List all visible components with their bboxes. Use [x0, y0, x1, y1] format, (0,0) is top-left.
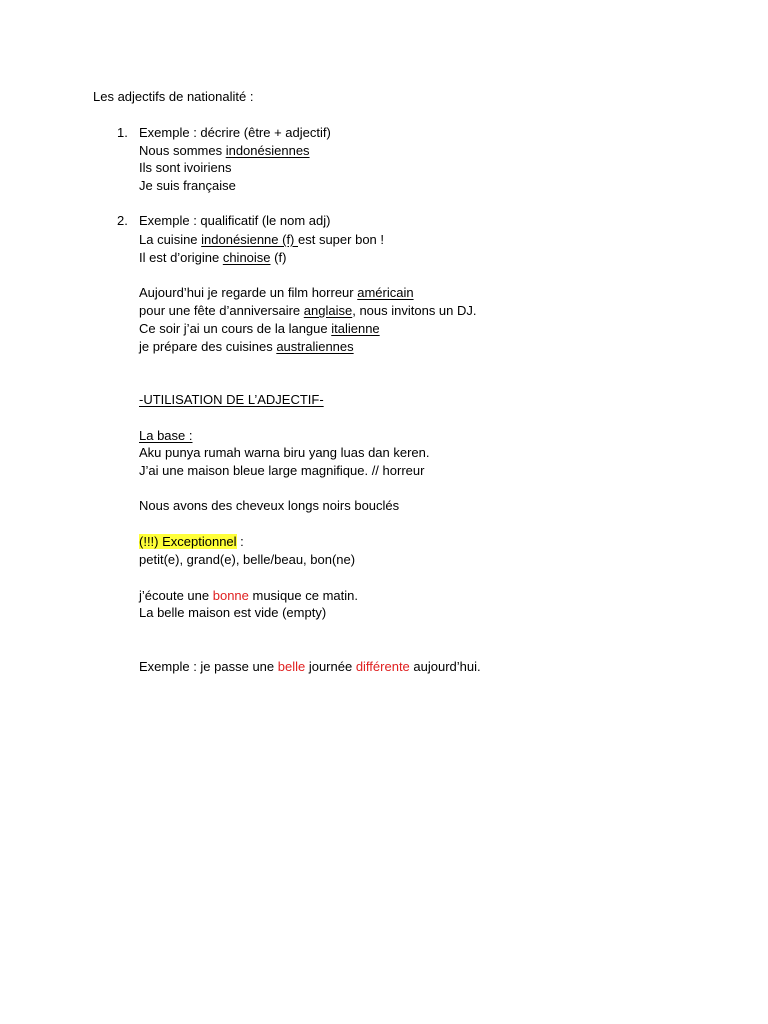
- cheveux-line: Nous avons des cheveux longs noirs bouclés: [139, 498, 400, 513]
- underlined-word: italienne: [331, 321, 380, 336]
- text: :: [236, 534, 244, 549]
- underlined-word: australiennes: [276, 339, 354, 354]
- section1-line3: Je suis française: [139, 178, 236, 193]
- text: La cuisine: [139, 232, 202, 247]
- example-line2: La belle maison est vide (empty): [139, 605, 327, 620]
- section2-line3: [139, 284, 414, 302]
- text: Aujourd’hui je regarde un film horreur: [139, 285, 358, 300]
- page-title: Les adjectifs de nationalité :: [93, 89, 254, 104]
- section1-line1: [139, 142, 310, 160]
- underlined-word: chinoise: [222, 250, 271, 265]
- section1-heading: Exemple : décrire (être + adjectif): [139, 125, 331, 140]
- text: Exemple : je passe une: [139, 659, 278, 674]
- red-word: différente: [355, 659, 410, 674]
- highlighted-label: (!!!) Exceptionnel: [139, 534, 237, 549]
- list-number-2: 2.: [117, 213, 128, 228]
- base-line1: Aku punya rumah warna biru yang luas dan keren.: [139, 445, 430, 460]
- exceptions-list: petit(e), grand(e), belle/beau, bon(ne): [139, 552, 356, 567]
- section2-heading: Exemple : qualificatif (le nom adj): [139, 213, 331, 228]
- text: pour une fête d’anniversaire: [139, 303, 304, 318]
- underlined-word: indonésienne (f): [201, 232, 298, 247]
- section2-line4: [139, 302, 477, 320]
- text: aujourd’hui.: [409, 659, 481, 674]
- section2-line6: [139, 338, 354, 356]
- section2-line1: [139, 231, 384, 249]
- base-line2: J’ai une maison bleue large magnifique. // horreur: [139, 463, 425, 478]
- section2-line2: [139, 249, 286, 267]
- text: j’écoute une: [139, 588, 213, 603]
- text: je prépare des cuisines: [139, 339, 277, 354]
- base-label: La base :: [139, 428, 193, 443]
- text: Il est d’origine: [139, 250, 223, 265]
- exceptionnel-line: [139, 533, 244, 551]
- underlined-word: anglaise: [303, 303, 353, 318]
- section2-line5: [139, 320, 380, 338]
- list-number-1: 1.: [117, 125, 128, 140]
- underlined-word: américain: [357, 285, 414, 300]
- section3-heading: -UTILISATION DE L’ADJECTIF-: [139, 392, 324, 407]
- example-line3: [139, 658, 481, 676]
- text: Nous sommes: [139, 143, 226, 158]
- example-line1: [139, 587, 358, 605]
- text: (f): [270, 250, 287, 265]
- section1-line2: Ils sont ivoiriens: [139, 160, 232, 175]
- red-word: bonne: [212, 588, 249, 603]
- text: journée: [305, 659, 356, 674]
- text: musique ce matin.: [248, 588, 358, 603]
- underlined-word: indonésiennes: [225, 143, 310, 158]
- text: Ce soir j’ai un cours de la langue: [139, 321, 332, 336]
- red-word: belle: [277, 659, 306, 674]
- text: est super bon !: [298, 232, 384, 247]
- text: , nous invitons un DJ.: [352, 303, 477, 318]
